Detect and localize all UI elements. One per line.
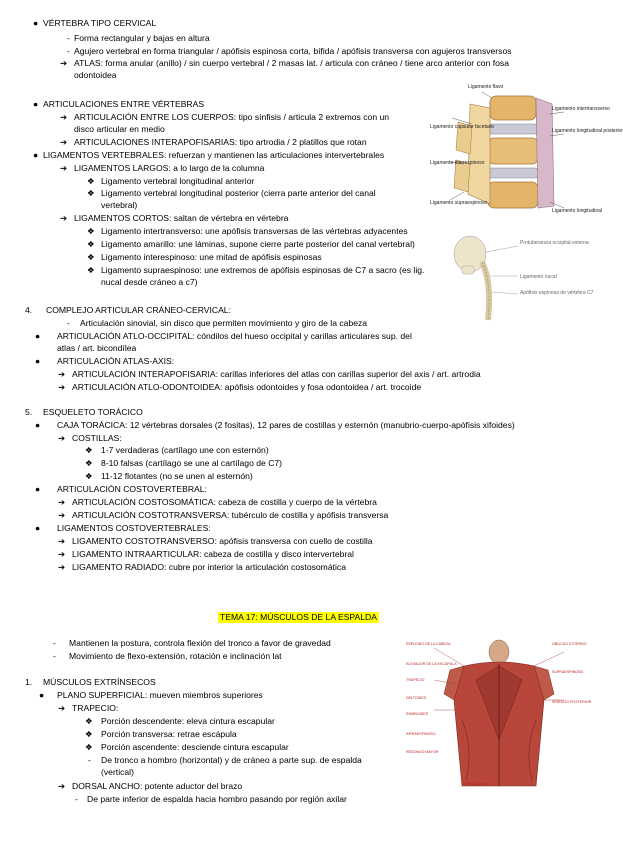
arrow-icon: ➔ xyxy=(60,137,68,147)
dash-icon: - xyxy=(75,794,78,804)
section-title-vertebra: VÉRTEBRA TIPO CERVICAL xyxy=(43,18,157,28)
list-item: nucal desde cráneo a c7) xyxy=(101,277,198,287)
list-item: Agujero vertebral en forma triangular / apófisis espinosa corta, bífida / apófisis transversa con agujeros transversos xyxy=(74,46,512,56)
section-title-esqueleto: ESQUELETO TORÁCICO xyxy=(43,407,143,417)
list-item: vertebral) xyxy=(101,200,138,210)
figure-label: Protuberancia occipital externa xyxy=(520,240,589,246)
list-item: Forma rectangular y bajas en altura xyxy=(74,33,210,43)
list-item: LIGAMENTO RADIADO: cubre por interior la articulación costosomática xyxy=(72,562,346,572)
bullet-icon: ● xyxy=(35,484,41,494)
bullet-icon: ● xyxy=(39,690,45,700)
arrow-icon: ➔ xyxy=(58,549,66,559)
diamond-icon: ❖ xyxy=(85,742,93,752)
bullet-icon: ● xyxy=(33,18,39,28)
figure-label: ESPLENIO DE LA CABEZA xyxy=(406,642,451,646)
diamond-icon: ❖ xyxy=(87,188,95,198)
list-item: ARTICULACIONES INTERAPOFISARIAS: tipo artrodia / 2 platillos que rotan xyxy=(74,137,367,147)
diamond-icon: ❖ xyxy=(85,471,93,481)
list-item: Porción descendente: eleva cintura escapular xyxy=(101,716,275,726)
list-item: Ligamento vertebral longitudinal posterior (cierra parte anterior del canal xyxy=(101,188,376,198)
bullet-icon: ● xyxy=(33,150,39,160)
list-item: LIGAMENTO COSTOTRANSVERSO: apófisis transversa con cuello de costilla xyxy=(72,536,373,546)
spine-skull-figure xyxy=(448,232,594,322)
dash-icon: - xyxy=(53,651,56,661)
section-number: 5. xyxy=(25,407,33,417)
arrow-icon: ➔ xyxy=(58,497,66,507)
figure-label: SERRATO POSTERIOR xyxy=(552,700,592,704)
arrow-icon: ➔ xyxy=(58,562,66,572)
diamond-icon: ❖ xyxy=(87,252,95,262)
arrow-icon: ➔ xyxy=(58,510,66,520)
list-item: Ligamento intertransverso: une apófisis transversas de las vértebras adyacentes xyxy=(101,226,408,236)
bullet-icon: ● xyxy=(35,331,41,341)
dash-icon: - xyxy=(53,638,56,648)
figure-label: INFRAESPINOSO xyxy=(406,732,436,736)
figure-label: Ligamento longitudinal xyxy=(552,208,603,214)
list-item: DORSAL ANCHO: potente aductor del brazo xyxy=(72,781,243,791)
diamond-icon: ❖ xyxy=(85,445,93,455)
bullet-icon: ● xyxy=(33,99,39,109)
back-muscles-figure xyxy=(404,640,594,790)
figure-label: Ligamento capsular facetario xyxy=(430,124,495,130)
list-item: ARTICULACIÓN ATLAS-AXIS: xyxy=(57,356,175,366)
list-item: LIGAMENTOS LARGOS: a lo largo de la columna xyxy=(74,163,265,173)
section-title-ligamentos: LIGAMENTOS VERTEBRALES: refuerzan y mantienen las articulaciones intervertebrales xyxy=(43,150,385,160)
list-item: ARTICULACIÓN ATLO-ODONTOIDEA: apófisis odontoides y fosa odontoidea / art. trocoide xyxy=(72,382,422,392)
list-item: ARTICULACIÓN COSTOSOMÁTICA: cabeza de costilla y cuerpo de la vértebra xyxy=(72,497,377,507)
arrow-icon: ➔ xyxy=(58,382,66,392)
list-item: Mantienen la postura, controla flexión del tronco a favor de gravedad xyxy=(69,638,331,648)
list-item: Ligamento interespinoso: une mitad de apófisis espinosas xyxy=(101,252,322,262)
dash-icon: - xyxy=(67,46,70,56)
atlas-line-1: ATLAS: forma anular (anillo) / sin cuerpo vertebral / 2 masas lat. / articula con cráneo / tiene arco anterior con fosa xyxy=(74,58,509,68)
list-item: ARTICULACIÓN COSTOTRANSVERSA: tubérculo de costilla y apófisis transversa xyxy=(72,510,389,520)
figure-label: DELTOIDES xyxy=(406,696,427,700)
bullet-icon: ● xyxy=(35,523,41,533)
diamond-icon: ❖ xyxy=(85,729,93,739)
list-item: Ligamento supraespinoso: une extremos de apófisis espinosas de C7 a sacro (es lig. xyxy=(101,265,425,275)
diamond-icon: ❖ xyxy=(87,226,95,236)
arrow-icon: ➔ xyxy=(58,536,66,546)
figure-label: DORSAL ANCHO xyxy=(462,782,491,786)
figure-label: Ligamento longitudinal posterior xyxy=(552,128,623,134)
diamond-icon: ❖ xyxy=(87,265,95,275)
list-item: atlas / art. bicondílea xyxy=(57,343,137,353)
figure-label: Ligamento intertransverso xyxy=(552,106,610,112)
list-item: LIGAMENTOS COSTOVERTEBRALES: xyxy=(57,523,211,533)
dash-icon: - xyxy=(88,755,91,765)
figure-label: Ligamento flavo xyxy=(468,84,504,90)
list-item: De tronco a hombro (horizontal) y de cráneo a parte sup. de espalda xyxy=(101,755,362,765)
figure-label: Ligamento interespinoso xyxy=(430,160,485,166)
arrow-icon: ➔ xyxy=(58,781,66,791)
list-item: (vertical) xyxy=(101,767,134,777)
list-item: De parte inferior de espalda hacia hombro pasando por región axilar xyxy=(87,794,347,804)
arrow-icon: ➔ xyxy=(58,703,66,713)
figure-label: TRAPECIO xyxy=(406,678,425,682)
list-item: PLANO SUPERFICIAL: mueven miembros superiores xyxy=(57,690,263,700)
bullet-icon: ● xyxy=(35,420,41,430)
section-title-musculos: MÚSCULOS EXTRÍNSECOS xyxy=(43,677,156,687)
section-title-articulaciones: ARTICULACIONES ENTRE VÉRTEBRAS xyxy=(43,99,205,109)
dash-icon: - xyxy=(67,318,70,328)
list-item: disco articular en medio xyxy=(74,124,165,134)
list-item: 8-10 falsas (cartílago se une al cartílago de C7) xyxy=(101,458,283,468)
figure-label: ROMBOIDES xyxy=(406,712,428,716)
list-item: Porción transversa: retrae escápula xyxy=(101,729,237,739)
figure-label: Ligamento nucal xyxy=(520,274,557,280)
list-item: Ligamento amarillo: une láminas, supone cierre parte posterior del canal vertebral) xyxy=(101,239,415,249)
tema-title: TEMA 17: MÚSCULOS DE LA ESPALDA xyxy=(220,612,377,622)
arrow-icon: ➔ xyxy=(60,112,68,122)
list-item: COSTILLAS: xyxy=(72,433,122,443)
list-item: ARTICULACIÓN ENTRE LOS CUERPOS: tipo sínfisis / articula 2 extremos con un xyxy=(74,112,390,122)
figure-label: SUPRAESPINOSO xyxy=(552,670,584,674)
list-item: 11-12 flotantes (no se unen al esternón) xyxy=(101,471,253,481)
dash-icon: - xyxy=(67,33,70,43)
section-number: 4. xyxy=(25,305,33,315)
arrow-icon: ➔ xyxy=(58,369,66,379)
figure-label: OBLICUO EXTERNO xyxy=(552,642,587,646)
arrow-icon: ➔ xyxy=(60,213,68,223)
list-item: LIGAMENTOS CORTOS: saltan de vértebra en vértebra xyxy=(74,213,289,223)
diamond-icon: ❖ xyxy=(87,176,95,186)
figure-label: Apófisis espinosa de vértebra C7 xyxy=(520,290,594,296)
diamond-icon: ❖ xyxy=(85,458,93,468)
figure-label: Ligamento supraespinoso xyxy=(430,200,488,206)
list-item: CAJA TORÁCICA: 12 vértebras dorsales (2 fositas), 12 pares de costillas y esternón (manubrio-cuerpo-apófisis xifoides) xyxy=(57,420,515,430)
arrow-icon: ➔ xyxy=(58,433,66,443)
list-item: Articulación sinovial, sin disco que permiten movimiento y giro de la cabeza xyxy=(80,318,368,328)
vertebral-ligaments-figure xyxy=(430,84,623,224)
arrow-icon: ➔ xyxy=(60,58,68,68)
list-item: ARTICULACIÓN INTERAPOFISARIA: carillas inferiores del atlas con carillas superior del axis / art. artrodia xyxy=(72,369,481,379)
diamond-icon: ❖ xyxy=(87,239,95,249)
list-item: Movimiento de flexo-extensión, rotación e inclinación lat xyxy=(69,651,282,661)
section-number: 1. xyxy=(25,677,33,687)
list-item: Ligamento vertebral longitudinal anterior xyxy=(101,176,255,186)
atlas-line-2: odontoidea xyxy=(74,70,117,80)
list-item: ARTICULACIÓN ATLO-OCCIPITAL: cóndilos del hueso occipital y carillas articulares sup. del xyxy=(57,331,412,341)
list-item: Porción ascendente: desciende cintura escapular xyxy=(101,742,289,752)
list-item: LIGAMENTO INTRAARTICULAR: cabeza de costilla y disco intervertebral xyxy=(72,549,354,559)
figure-label: ELEVADOR DE LA ESCÁPULA xyxy=(406,662,457,666)
section-title-complejo: COMPLEJO ARTICULAR CRÁNEO-CERVICAL: xyxy=(46,305,231,315)
list-item: 1-7 verdaderas (cartílago une con esternón) xyxy=(101,445,269,455)
skull-spine-illustration xyxy=(448,232,518,322)
arrow-icon: ➔ xyxy=(60,163,68,173)
bullet-icon: ● xyxy=(35,356,41,366)
list-item: ARTICULACIÓN COSTOVERTEBRAL: xyxy=(57,484,207,494)
figure-label: REDONDO MAYOR xyxy=(406,750,439,754)
diamond-icon: ❖ xyxy=(85,716,93,726)
list-item: TRAPECIO: xyxy=(72,703,119,713)
